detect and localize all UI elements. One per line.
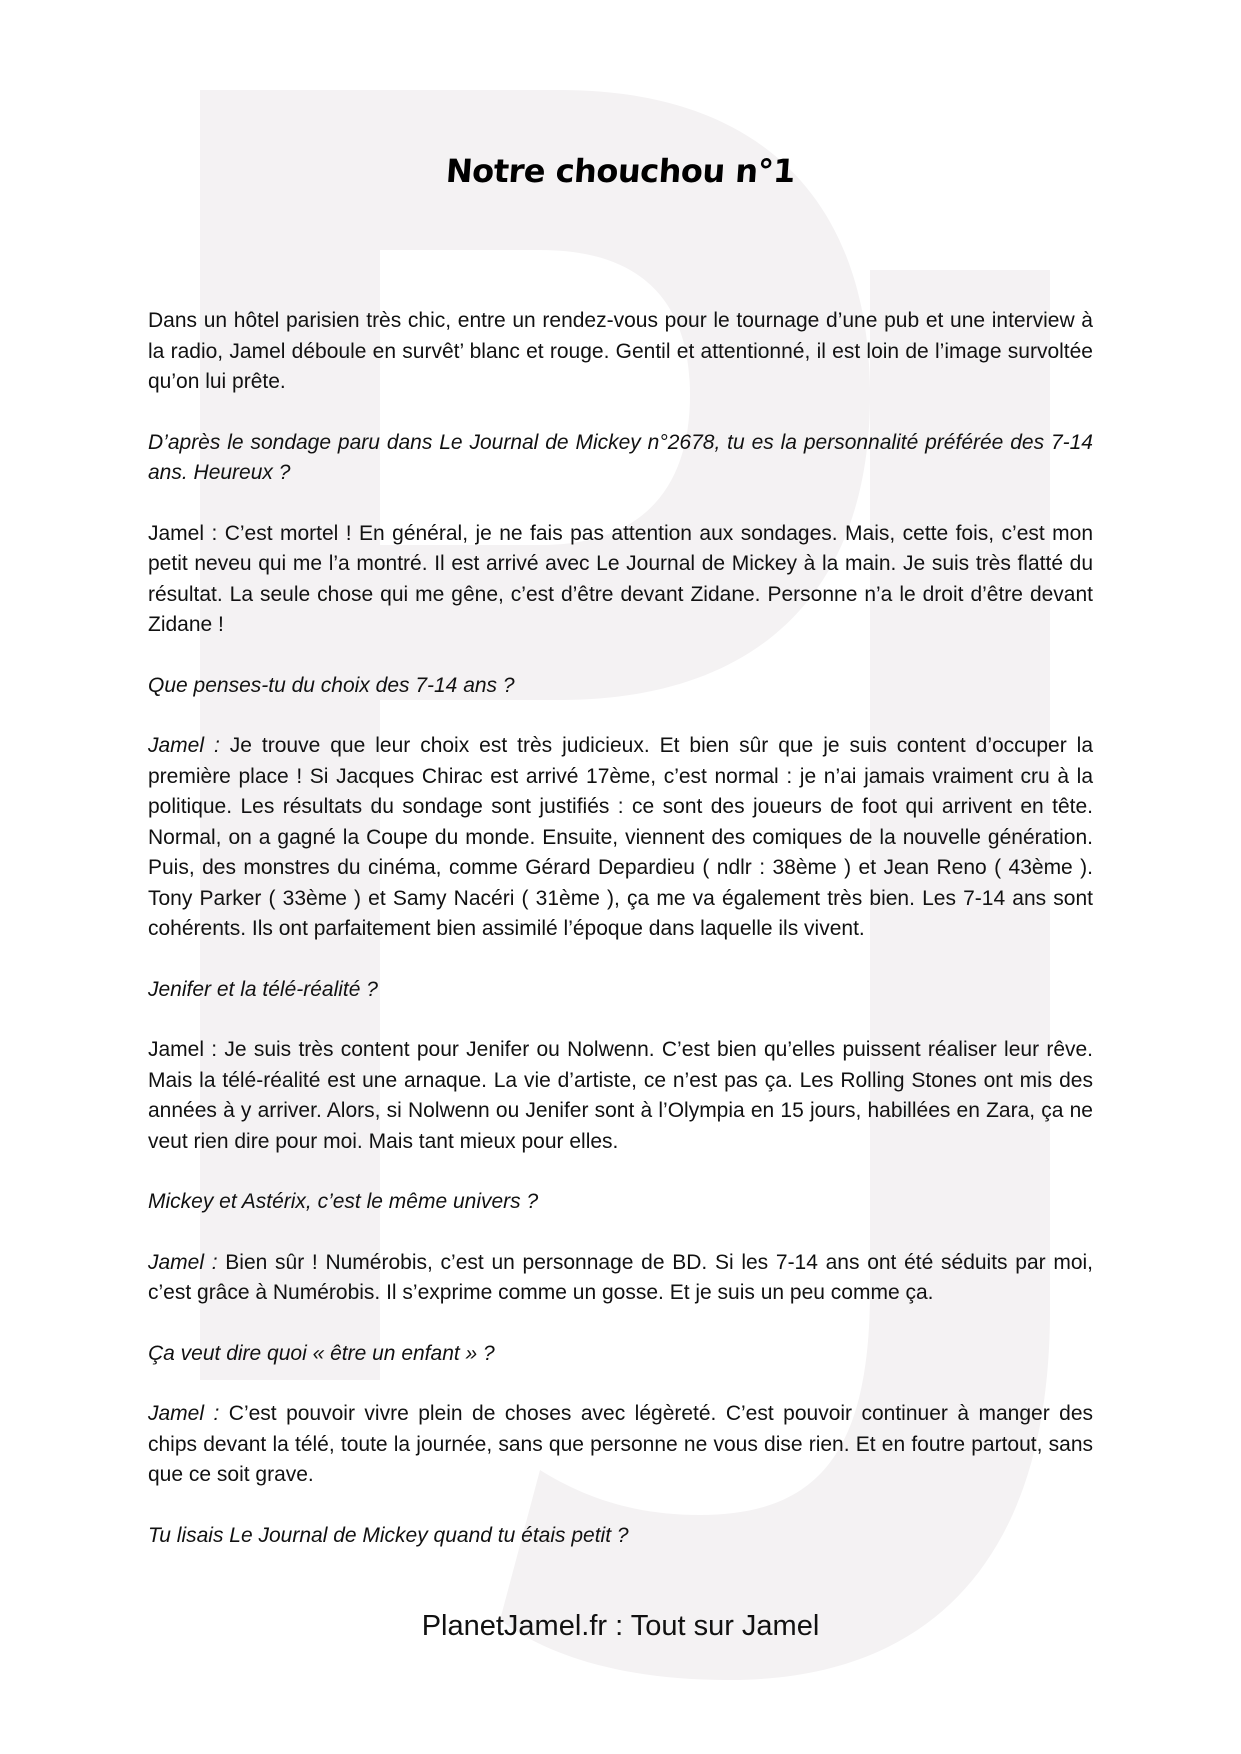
speaker-label: Jamel : (148, 1402, 220, 1425)
paragraph-text: Dans un hôtel parisien très chic, entre un rendez-vous pour le tournage d’une pub et une interview à la radio, Jamel déboule en survêt’ blanc et rouge. Gentil et attentionné, il est loin de l’image survoltée qu’on lui prête. (148, 309, 1093, 393)
interview-answer (148, 1035, 1093, 1157)
speaker-label: Jamel : (148, 1250, 218, 1274)
interview-question: Que penses-tu du choix des 7-14 ans ? (148, 673, 515, 697)
article-body (148, 306, 1093, 1581)
interview-answer (148, 731, 1093, 945)
paragraph-text: Bien sûr ! Numérobis, c’est un personnage de BD. Si les 7-14 ans ont été séduits par moi, c’est grâce à Numérobis. Il s’exprime comme un gosse. Et je suis un peu comme ça. (148, 1250, 1093, 1304)
interview-question: Tu lisais Le Journal de Mickey quand tu étais petit ? (148, 1523, 629, 1547)
intro-paragraph (148, 306, 1093, 398)
footer-credit: PlanetJamel.fr : Tout sur Jamel (421, 1610, 820, 1642)
speaker-label: Jamel : (148, 734, 220, 757)
interview-question: Jenifer et la télé-réalité ? (148, 977, 378, 1001)
interview-answer (148, 1399, 1093, 1491)
interview-question: D’après le sondage paru dans Le Journal de Mickey n°2678, tu es la personnalité préférée des 7-14 ans. Heureux ? (148, 430, 1093, 484)
interview-question: Mickey et Astérix, c’est le même univers ? (148, 1190, 539, 1213)
speaker-label: Jamel : (148, 1038, 218, 1061)
interview-answer (148, 1248, 1093, 1309)
page-title: Notre chouchou n°1 (444, 152, 797, 190)
paragraph-text: C’est mortel ! En général, je ne fais pas attention aux sondages. Mais, cette fois, c’est mon petit neveu qui me l’a montré. Il est arrivé avec Le Journal de Mickey à la main. Je suis très flatté du résultat. La seule chose qui me gêne, c’est d’être devant Zidane. Personne n’a le droit d’être devant Zidane ! (148, 521, 1093, 636)
paragraph-text: Je suis très content pour Jenifer ou Nolwenn. C’est bien qu’elles puissent réaliser leur rêve. Mais la télé-réalité est une arnaque. La vie d’artiste, ce n’est pas ça. Les Rolling Stones ont mis des années à y arriver. Alors, si Nolwenn ou Jenifer sont à l’Olympia en 15 jours, habillées en Zara, ça ne veut rien dire pour moi. Mais tant mieux pour elles. (148, 1038, 1094, 1153)
paragraph-text: C’est pouvoir vivre plein de choses avec légèreté. C’est pouvoir continuer à manger des chips devant la télé, toute la journée, sans que personne ne vous dise rien. Et en foutre partout, sans que ce soit grave. (148, 1402, 1093, 1486)
interview-answer (148, 519, 1093, 641)
paragraph-text: Je trouve que leur choix est très judicieux. Et bien sûr que je suis content d’occuper la première place ! Si Jacques Chirac est arrivé 17ème, c’est normal : je n’ai jamais vraiment cru à la politique. Les résultats du sondage sont justifiés : ce sont des joueurs de foot qui arrivent en tête. Normal, on a gagné la Coupe du monde. Ensuite, viennent des comiques de la nouvelle génération. Puis, des monstres du cinéma, comme Gérard Depardieu ( ndlr : 38ème ) et Jean Reno ( 43ème ). Tony Parker ( 33ème ) et Samy Nacéri ( 31ème ), ça me va également très bien. Les 7-14 ans sont cohérents. Ils ont parfaitement bien assimilé l’époque dans laquelle ils vivent. (148, 734, 1093, 940)
interview-question: Ça veut dire quoi « être un enfant » ? (148, 1341, 495, 1365)
speaker-label: Jamel : (148, 521, 218, 545)
